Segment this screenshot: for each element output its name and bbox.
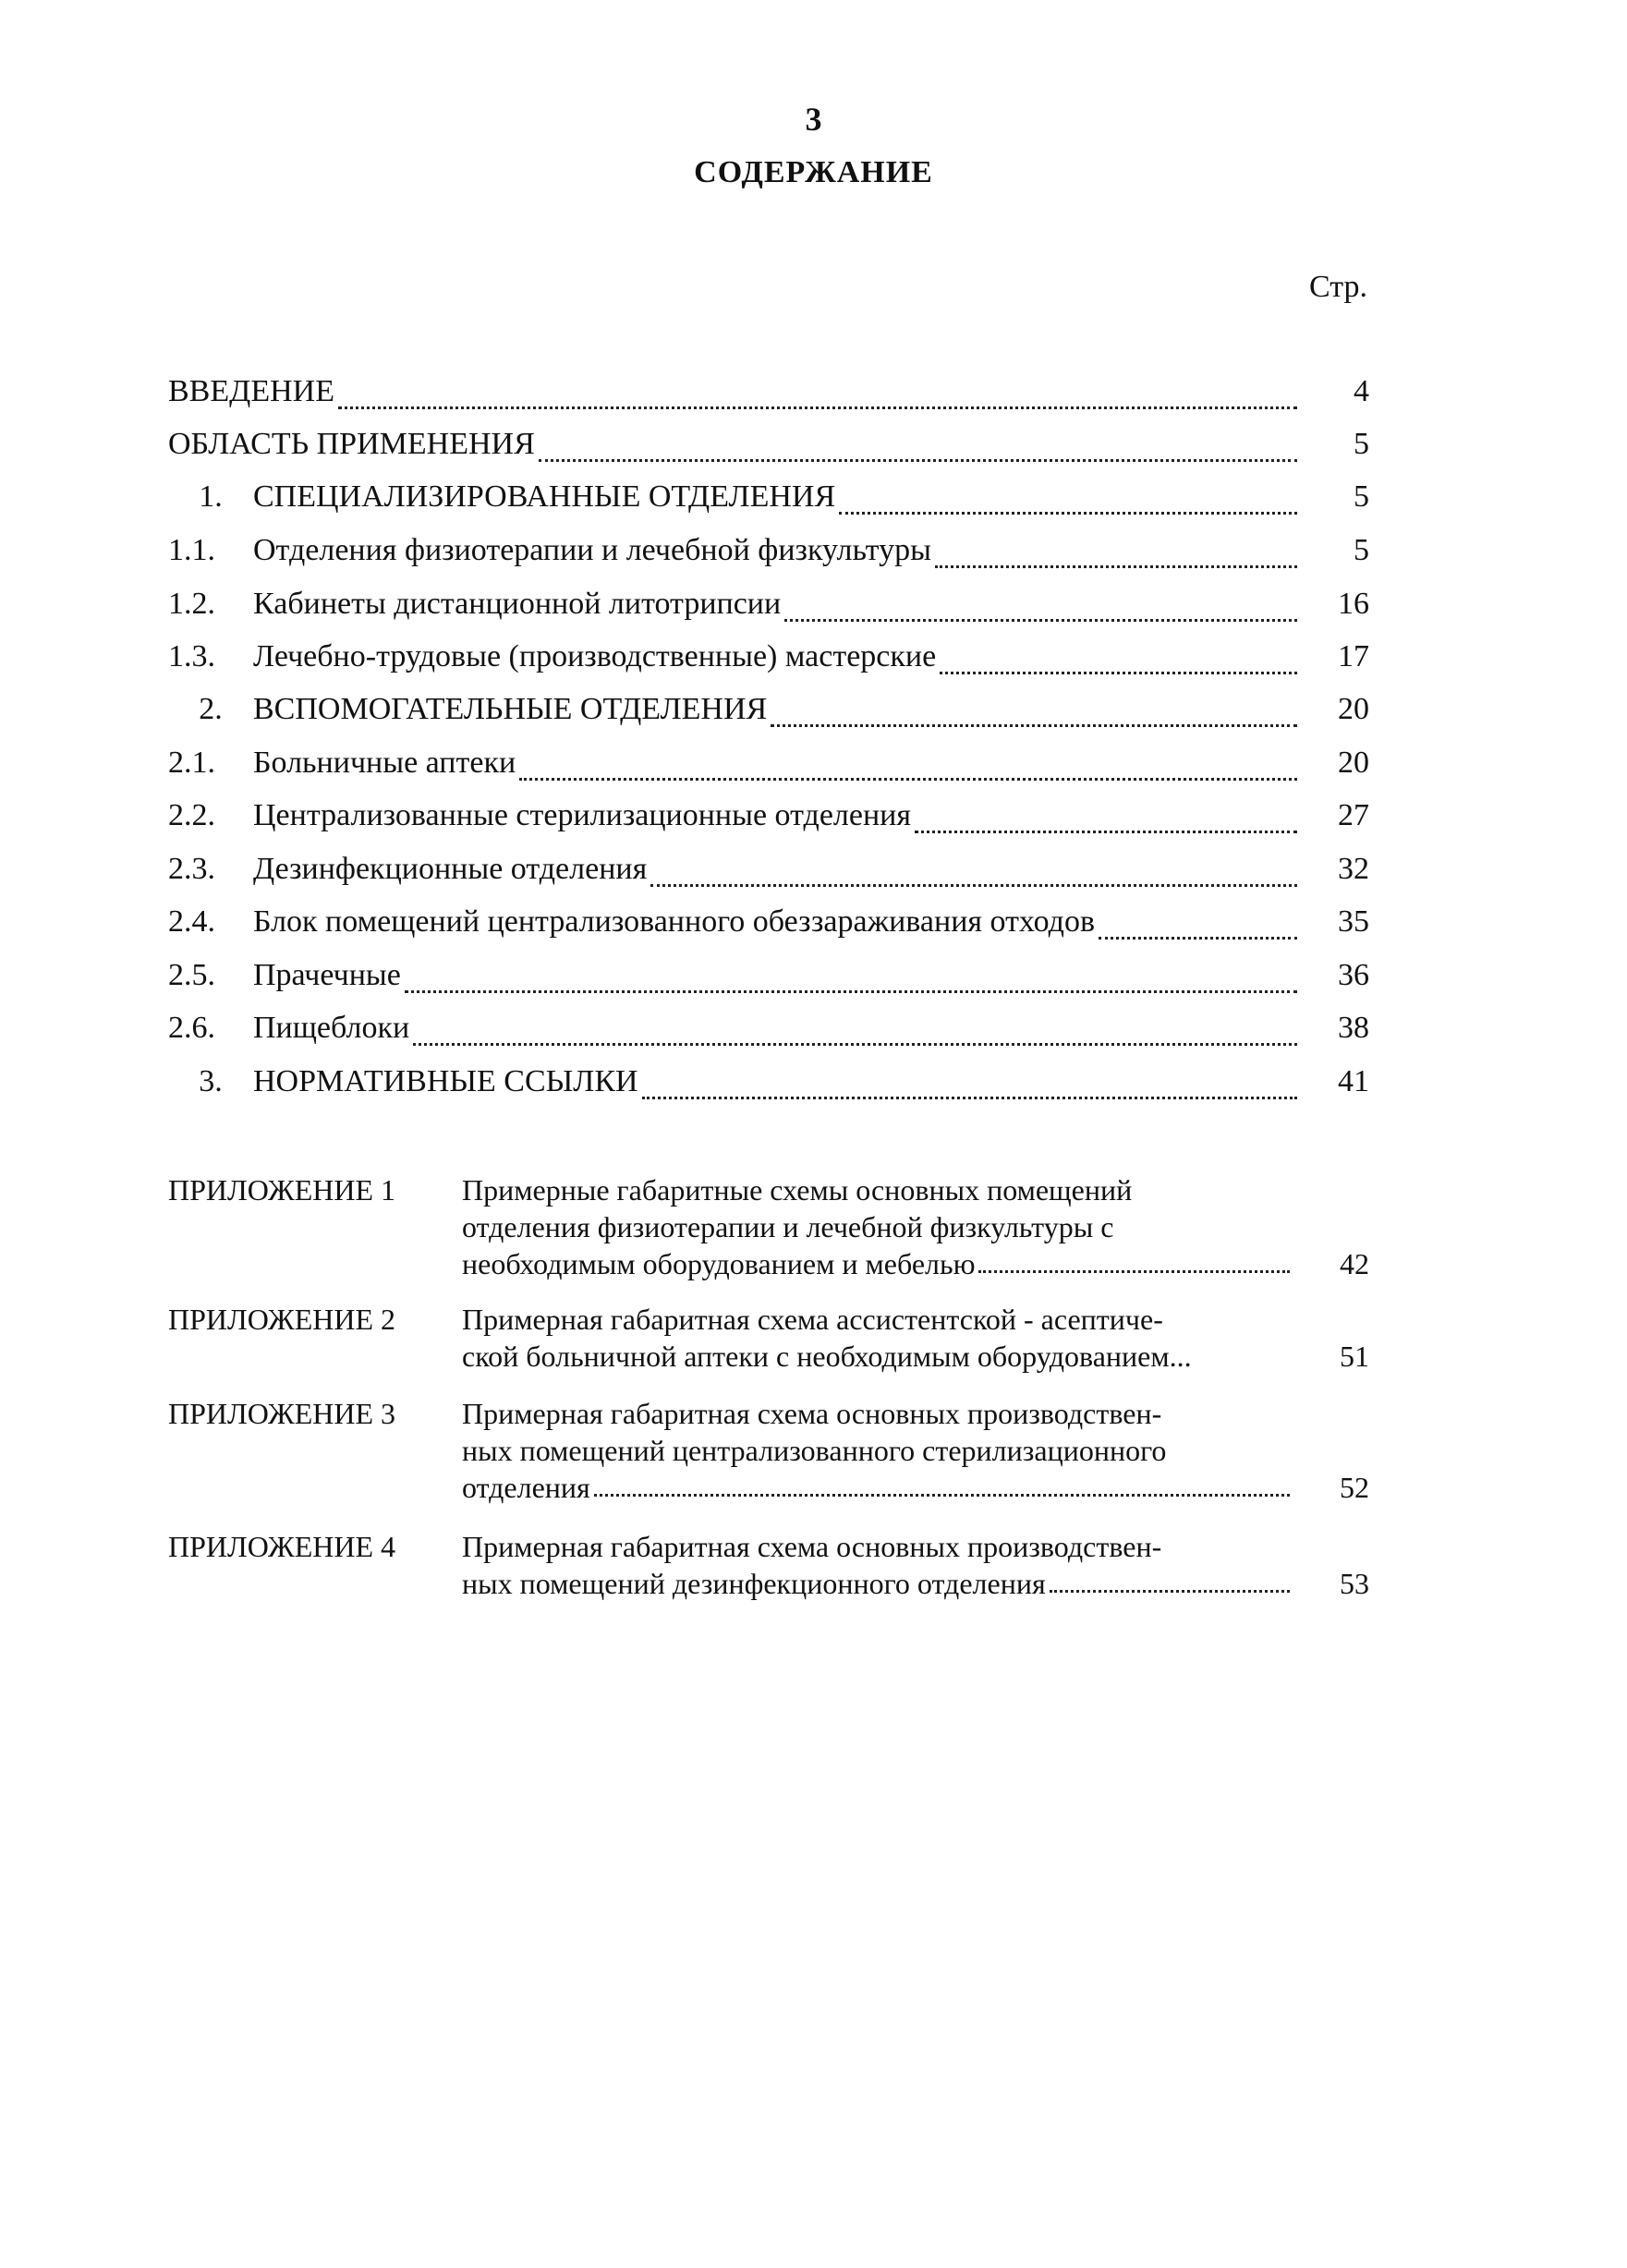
toc-entry-page: 27 [1338, 798, 1369, 832]
dot-leader [915, 830, 1297, 833]
toc-entry-label: ОБЛАСТЬ ПРИМЕНЕНИЯ [168, 427, 535, 461]
toc-entry-number: 1. [199, 479, 223, 514]
appendix-1[interactable] [168, 1171, 1369, 1282]
toc-entry-number: 2.5. [168, 958, 215, 992]
toc-entry-label: Пищеблоки [253, 1011, 410, 1045]
dot-leader [1099, 936, 1297, 940]
toc-entry-number: 3. [199, 1064, 223, 1098]
appendix-description [462, 1395, 1369, 1506]
dot-leader [338, 406, 1297, 409]
dot-leader [519, 777, 1297, 781]
toc-entry-label: ВВЕДЕНИЕ [168, 374, 334, 408]
toc-entry-page: 4 [1354, 374, 1369, 408]
appendix-line: Примерная габаритная схема основных производствен- [462, 1530, 1162, 1563]
toc-entry-label: СПЕЦИАЛИЗИРОВАННЫЕ ОТДЕЛЕНИЯ [253, 479, 836, 514]
toc-entry-2-5[interactable] [168, 958, 1369, 1002]
dot-leader [405, 989, 1297, 993]
toc-entry-label: Прачечные [253, 958, 401, 992]
toc-entry-page: 20 [1338, 746, 1369, 780]
toc-entry-label: НОРМАТИВНЫЕ ССЫЛКИ [253, 1064, 638, 1098]
toc-entry-label: Лечебно-трудовые (производственные) мастерские [253, 639, 937, 673]
appendix-line: необходимым оборудованием и мебелью 42 [462, 1247, 1369, 1280]
appendix-line: ных помещений централизованного стерилизационного [462, 1434, 1167, 1467]
toc-entry-label: Централизованные стерилизационные отделения [253, 798, 911, 832]
toc-entry-number: 2.3. [168, 852, 215, 886]
appendix-description [462, 1301, 1369, 1375]
dot-leader [940, 671, 1297, 674]
appendix-3[interactable] [168, 1395, 1369, 1506]
dot-leader [594, 1493, 1290, 1497]
appendix-label: ПРИЛОЖЕНИЕ 2 [168, 1303, 396, 1336]
toc-entry-2-6[interactable] [168, 1011, 1369, 1055]
toc-entry-1-3[interactable] [168, 639, 1369, 684]
toc-entry-label: Отделения физиотерапии и лечебной физкультуры [253, 533, 931, 567]
toc-entry-page: 41 [1338, 1064, 1369, 1098]
toc-entry-section-2[interactable] [168, 692, 1369, 736]
toc-entry-section-1[interactable] [168, 479, 1369, 524]
toc-entry-number: 1.1. [168, 533, 215, 567]
toc-entry-2-2[interactable] [168, 798, 1369, 843]
appendix-line: Примерная габаритная схема ассистентской - асептиче- [462, 1303, 1163, 1336]
toc-entry-number: 2. [199, 692, 223, 726]
appendix-page: 52 [1340, 1471, 1369, 1504]
toc-entry-number: 2.4. [168, 904, 215, 939]
toc-entry-page: 38 [1338, 1011, 1369, 1045]
appendix-line: Примерные габаритные схемы основных помещений [462, 1173, 1133, 1207]
appendix-label: ПРИЛОЖЕНИЕ 3 [168, 1397, 396, 1430]
toc-entry-number: 1.2. [168, 587, 215, 621]
toc-entry-number: 2.6. [168, 1011, 215, 1045]
toc-entry-page: 32 [1338, 852, 1369, 886]
toc-entry-number: 1.3. [168, 639, 215, 673]
appendix-line: отделения 52 [462, 1471, 1369, 1504]
appendix-description [462, 1528, 1369, 1602]
dot-leader [1050, 1589, 1290, 1593]
toc-entry-1-1[interactable] [168, 533, 1369, 577]
dot-leader [935, 564, 1297, 568]
toc-entry-introduction[interactable] [168, 374, 1369, 418]
appendix-page: 51 [1340, 1340, 1369, 1373]
dot-leader [539, 458, 1297, 462]
toc-entry-2-3[interactable] [168, 852, 1369, 896]
toc-entry-section-3[interactable] [168, 1064, 1369, 1109]
dot-leader [784, 618, 1297, 622]
toc-entry-label: Больничные аптеки [253, 746, 516, 780]
appendix-line: отделения физиотерапии и лечебной физкультуры с [462, 1210, 1114, 1243]
toc-entry-label: Дезинфекционные отделения [253, 852, 648, 886]
toc-entry-2-1[interactable] [168, 746, 1369, 790]
page-column-label: Стр. [1308, 270, 1367, 304]
appendix-label: ПРИЛОЖЕНИЕ 1 [168, 1173, 396, 1207]
dot-leader [413, 1042, 1297, 1046]
appendix-2[interactable] [168, 1301, 1369, 1375]
toc-entry-page: 5 [1354, 427, 1369, 461]
toc-entry-scope[interactable] [168, 427, 1369, 471]
toc-entry-page: 17 [1338, 639, 1369, 673]
toc-entry-label: ВСПОМОГАТЕЛЬНЫЕ ОТДЕЛЕНИЯ [253, 692, 768, 726]
toc-entry-number: 2.1. [168, 746, 215, 780]
appendix-page: 53 [1340, 1567, 1369, 1600]
appendix-line: ных помещений дезинфекционного отделения 53 [462, 1567, 1369, 1600]
toc-entry-2-4[interactable] [168, 904, 1369, 949]
page-title: СОДЕРЖАНИЕ [694, 155, 933, 189]
dot-leader [642, 1096, 1297, 1099]
appendix-4[interactable] [168, 1528, 1369, 1602]
toc-entry-page: 5 [1354, 533, 1369, 567]
dot-leader [650, 883, 1297, 887]
appendix-line: ской больничной аптеки с необходимым оборудованием... 51 [462, 1340, 1369, 1373]
toc-entry-page: 16 [1338, 587, 1369, 621]
toc-entry-page: 20 [1338, 692, 1369, 726]
appendix-page: 42 [1340, 1247, 1369, 1280]
toc-entry-page: 35 [1338, 904, 1369, 939]
dot-leader [978, 1269, 1290, 1273]
toc-entry-number: 2.2. [168, 798, 215, 832]
toc-entry-1-2[interactable] [168, 587, 1369, 631]
toc-entry-page: 5 [1354, 479, 1369, 514]
appendix-label: ПРИЛОЖЕНИЕ 4 [168, 1530, 396, 1563]
toc-entry-page: 36 [1338, 958, 1369, 992]
toc-entry-label: Блок помещений централизованного обеззараживания отходов [253, 904, 1096, 939]
page-number: 3 [805, 101, 822, 138]
appendix-description [462, 1171, 1369, 1282]
toc-entry-label: Кабинеты дистанционной литотрипсии [253, 587, 782, 621]
dot-leader [771, 723, 1297, 727]
dot-leader [839, 511, 1297, 515]
appendix-line: Примерная габаритная схема основных производствен- [462, 1397, 1162, 1430]
